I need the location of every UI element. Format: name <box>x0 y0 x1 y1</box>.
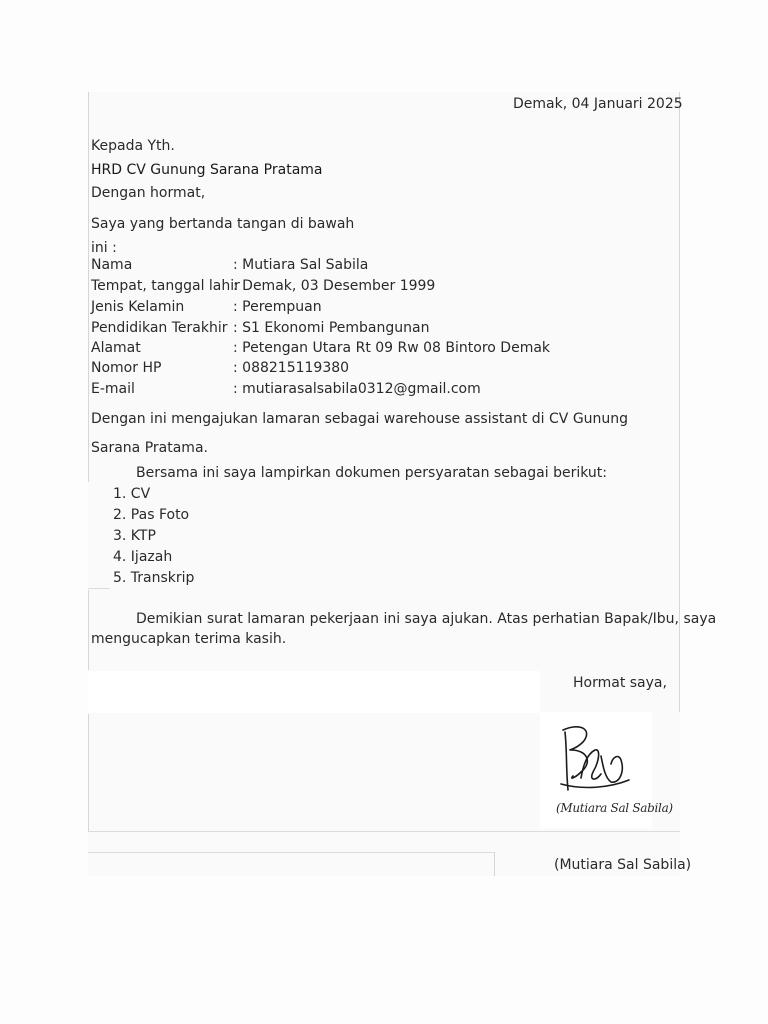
intro-line: ini : <box>91 240 117 256</box>
field-value: : S1 Ekonomi Pembangunan <box>233 320 430 336</box>
left-border-line <box>88 590 89 670</box>
field-value: : 088215119380 <box>233 360 350 376</box>
closing-line: Demikian surat lamaran pekerjaan ini saya ajukan. Atas perhatian Bapak/Ibu, saya <box>136 611 717 627</box>
field-row-birth <box>91 278 435 295</box>
field-label: E-mail <box>91 381 135 397</box>
field-value: : Petengan Utara Rt 09 Rw 08 Bintoro Demak <box>233 340 551 356</box>
divider-line <box>88 588 110 589</box>
list-item: 5. Transkrip <box>113 570 195 586</box>
list-item: 4. Ijazah <box>113 549 173 565</box>
sign-off: Hormat saya, <box>573 675 667 691</box>
field-value: : Perempuan <box>233 299 322 315</box>
left-border-line <box>88 714 89 832</box>
field-value: : Mutiara Sal Sabila <box>233 257 369 273</box>
field-label: Tempat, tanggal lahir <box>91 278 240 294</box>
application-line: Sarana Pratama. <box>91 440 208 456</box>
recipient: HRD CV Gunung Sarana Pratama <box>91 162 323 178</box>
field-row-phone <box>91 360 349 377</box>
field-row-address <box>91 340 550 357</box>
signature-caption: (Mutiara Sal Sabila) <box>556 801 673 815</box>
place-date: Demak, 04 Januari 2025 <box>513 96 683 112</box>
field-label: Jenis Kelamin <box>91 299 185 315</box>
field-label: Nama <box>91 257 133 273</box>
field-label: Alamat <box>91 340 141 356</box>
list-item: 3. KTP <box>113 528 156 544</box>
field-label: Nomor HP <box>91 360 162 376</box>
left-border-line <box>88 92 89 482</box>
field-value: : Demak, 03 Desember 1999 <box>233 278 436 294</box>
application-line: Dengan ini mengajukan lamaran sebagai warehouse assistant di CV Gunung <box>91 411 629 427</box>
closing-line: mengucapkan terima kasih. <box>91 631 287 647</box>
list-item: 2. Pas Foto <box>113 507 190 523</box>
blank-area <box>88 671 540 713</box>
field-label: Pendidikan Terakhir <box>91 320 228 336</box>
field-row-email <box>91 381 481 398</box>
field-row-education <box>91 320 429 337</box>
divider-line <box>88 852 494 853</box>
divider-line <box>494 852 495 876</box>
list-item: 1. CV <box>113 486 151 502</box>
field-row-gender <box>91 299 322 316</box>
salutation-to: Kepada Yth. <box>91 138 175 154</box>
field-value: : mutiarasalsabila0312@gmail.com <box>233 381 481 397</box>
divider-line <box>88 831 680 832</box>
field-row-name <box>91 257 368 274</box>
signer-name: (Mutiara Sal Sabila) <box>554 857 692 873</box>
attachments-intro: Bersama ini saya lampirkan dokumen persyaratan sebagai berikut: <box>136 465 608 481</box>
intro-line: Saya yang bertanda tangan di bawah <box>91 216 355 232</box>
greeting: Dengan hormat, <box>91 185 206 201</box>
